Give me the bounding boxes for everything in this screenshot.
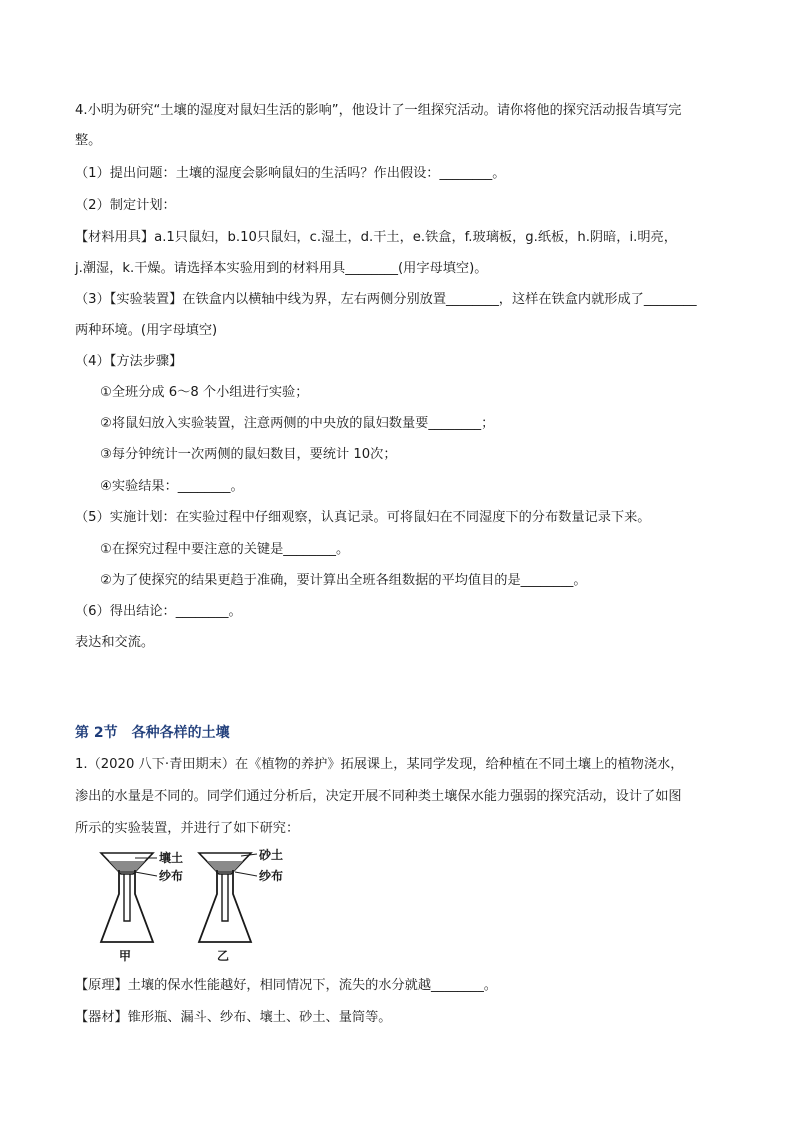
q1-line2: 渗出的水量是不同的。同学们通过分析后，决定开展不同种类土壤保水能力强弱的探究活动，设计了如图 [75, 789, 682, 804]
caption-yi: 乙 [217, 949, 230, 963]
q4-intro-line2: 整。 [75, 133, 102, 148]
q4-materials-line2: j.潮湿，k.干燥。请选择本实验用到的材料用具________(用字母填空)。 [75, 261, 488, 276]
q4-intro-line1: 4.小明为研究“土壤的湿度对鼠妇生活的影响”，他设计了一组探究活动。请你将他的探究活动报告填写完 [75, 103, 682, 118]
q4-part3-line2: 两种环境。(用字母填空) [75, 323, 218, 338]
q4-part2: （2）制定计划： [75, 198, 176, 213]
label-gauze-left: 纱布 [159, 869, 184, 883]
q1-line3: 所示的实验装置，并进行了如下研究： [75, 821, 300, 836]
section-heading: 第 2节 各种各样的土壤 [75, 725, 230, 741]
q4-part5-item1: ①在探究过程中要注意的关键是________。 [100, 542, 350, 557]
label-gauze-right: 纱布 [259, 869, 284, 883]
flask-apparatus-right [199, 848, 283, 963]
q1-equipment: 【器材】锥形瓶、漏斗、纱布、壤土、砂土、量筒等。 [75, 1010, 392, 1025]
q1-principle: 【原理】土壤的保水性能越好，相同情况下，流失的水分就越________。 [75, 978, 497, 993]
q4-step2: ②将鼠妇放入实验装置，注意两侧的中央放的鼠妇数量要________； [100, 416, 495, 431]
funnel-stem-right [222, 874, 228, 921]
q4-part5: （5）实施计划：在实验过程中仔细观察，认真记录。可将鼠妇在不同湿度下的分布数量记录下来。 [75, 510, 651, 525]
q4-materials-line1: 【材料用具】a.1只鼠妇，b.10只鼠妇，c.湿土，d.干土，e.铁盒，f.玻璃板，g.纸板，h.阴暗，i.明亮， [75, 230, 677, 245]
q4-part5-item2: ②为了使探究的结果更趋于准确，要计算出全班各组数据的平均值目的是________。 [100, 573, 587, 588]
q4-part4: （4）【方法步骤】 [75, 354, 183, 369]
caption-jia: 甲 [119, 949, 132, 963]
pointer-cloth-right [235, 872, 257, 876]
q4-step4: ④实验结果：________。 [100, 479, 244, 494]
soil-left [109, 861, 145, 871]
conical-flask-left [101, 870, 153, 942]
conical-flask-right [199, 870, 251, 942]
q4-part7: 表达和交流。 [75, 635, 155, 650]
label-loam: 壤土 [159, 851, 184, 865]
label-sand: 砂土 [259, 848, 284, 862]
pointer-cloth-left [135, 872, 157, 876]
q4-step1: ①全班分成 6～8 个小组进行实验； [100, 385, 309, 400]
q1-line1: 1.（2020 八下·青田期末）在《植物的养护》拓展课上，某同学发现，给种植在不同土壤上的植物浇水， [75, 757, 684, 772]
q4-step3: ③每分钟统计一次两侧的鼠妇数目，要统计 10次； [100, 447, 397, 462]
q4-part1: （1）提出问题：土壤的湿度会影响鼠妇的生活吗？作出假设：________。 [75, 166, 506, 181]
soil-right [207, 861, 243, 871]
flask-apparatus-left [101, 850, 183, 963]
flask-apparatus-figure [95, 848, 305, 964]
funnel-stem-left [124, 874, 130, 921]
q4-part3-line1: （3）【实验装置】在铁盒内以横轴中线为界，左右两侧分别放置________，这样在铁盒内就形成了________ [75, 292, 697, 307]
q4-part6: （6）得出结论：________。 [75, 604, 242, 619]
